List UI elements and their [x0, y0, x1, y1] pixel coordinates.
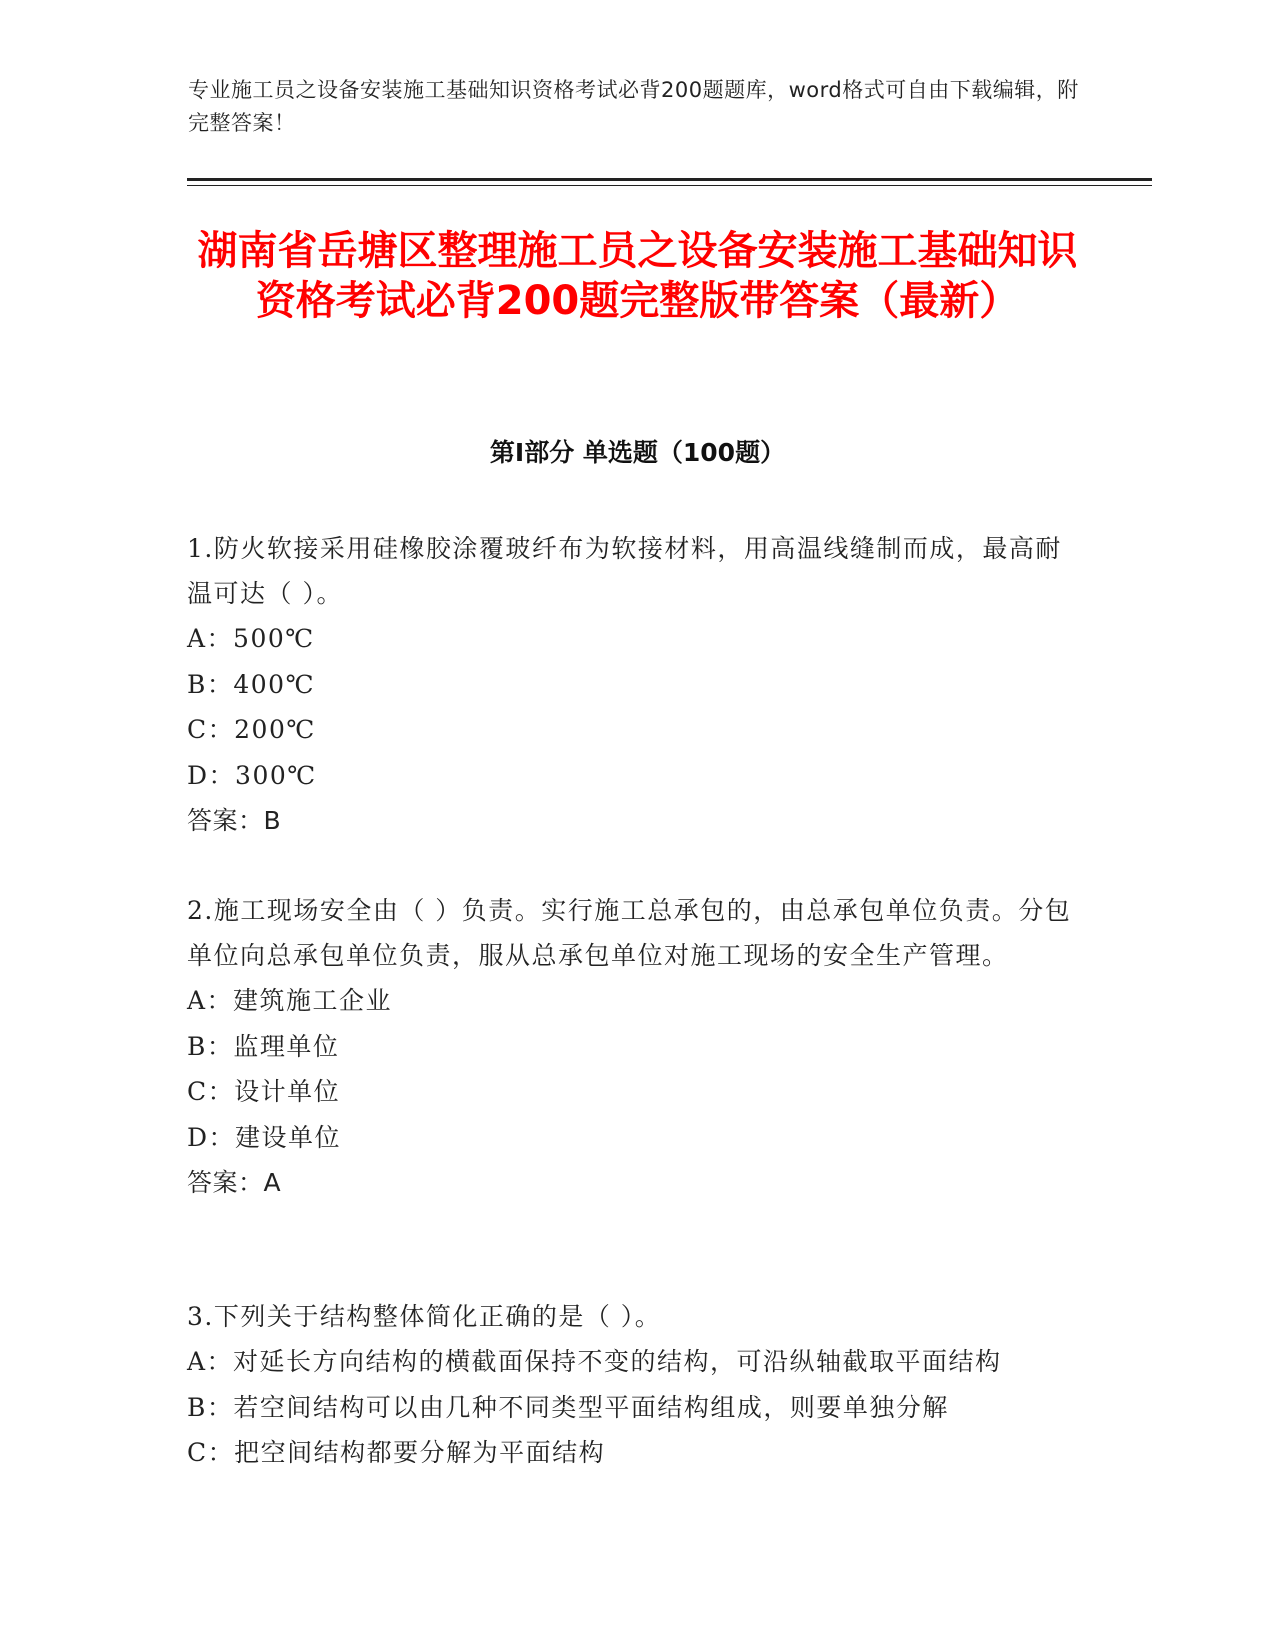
option-d: D：300℃	[187, 760, 317, 790]
answer: 答案：A	[187, 1168, 282, 1197]
header-divider-thin	[187, 185, 1152, 186]
document-title: 湖南省岳塘区整理施工员之设备安装施工基础知识资格考试必背200题完整版带答案（最新）	[197, 228, 1078, 324]
question-stem: 2.施工现场安全由（ ）负责。实行施工总承包的，由总承包单位负责。分包单位向总承包单位负责，服从总承包单位对施工现场的安全生产管理。	[187, 896, 1072, 970]
option-a: A：500℃	[187, 624, 315, 653]
option-b: B：若空间结构可以由几种不同类型平面结构组成，则要单独分解	[187, 1392, 949, 1422]
header-note: 专业施工员之设备安装施工基础知识资格考试必背200题题库，word格式可自由下载编辑，附完整答案！	[188, 78, 1079, 135]
option-b: B：400℃	[187, 669, 316, 699]
section-title: 第I部分 单选题（100题）	[489, 438, 786, 467]
question-2	[187, 888, 1087, 1205]
question-stem: 3.下列关于结构整体简化正确的是（ ）。	[187, 1302, 662, 1331]
option-a: A：建筑施工企业	[187, 986, 393, 1015]
question-3	[187, 1294, 1087, 1476]
header-divider-thick	[187, 178, 1152, 181]
option-b: B：监理单位	[187, 1031, 340, 1061]
option-c: C：把空间结构都要分解为平面结构	[187, 1438, 606, 1467]
option-d: D：建设单位	[187, 1122, 342, 1152]
answer: 答案：B	[187, 806, 282, 835]
question-1	[187, 526, 1087, 843]
option-a: A：对延长方向结构的横截面保持不变的结构，可沿纵轴截取平面结构	[187, 1347, 1002, 1376]
question-stem: 1.防火软接采用硅橡胶涂覆玻纤布为软接材料，用高温线缝制而成，最高耐温可达（ ）。	[187, 534, 1062, 608]
option-c: C：200℃	[187, 715, 316, 744]
option-c: C：设计单位	[187, 1077, 341, 1106]
